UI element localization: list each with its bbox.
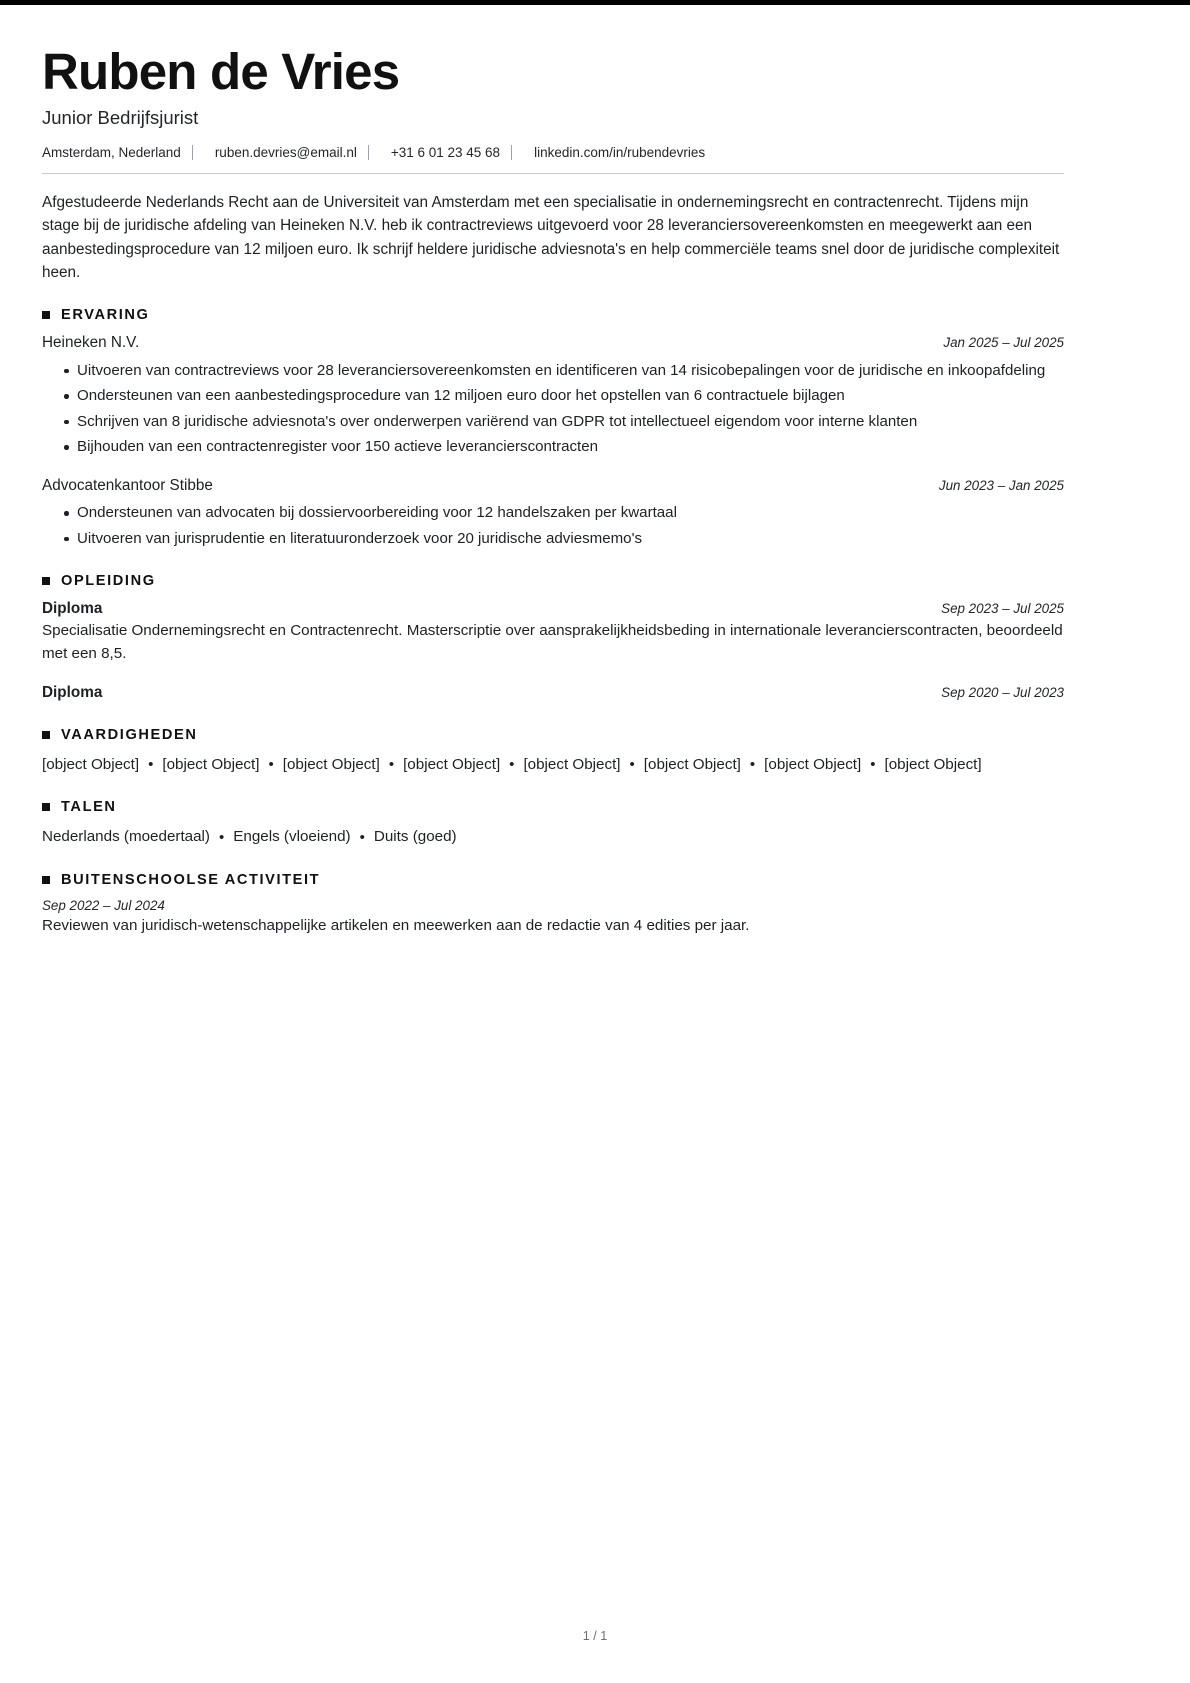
separator-dot-icon: • [148, 755, 154, 773]
education-date-range: Sep 2023 – Jul 2025 [941, 600, 1064, 616]
contact-email[interactable]: ruben.devries@email.nl [214, 145, 357, 161]
skill-item: [object Object] [643, 755, 741, 773]
list-item: Uitvoeren van jurisprudentie en literatuuronderzoek voor 20 juridische adviesmemo's [42, 528, 1064, 550]
contact-bar [42, 145, 1064, 174]
section-heading-experience [42, 307, 1064, 323]
education-entry-header [42, 599, 1064, 620]
separator-dot-icon: • [268, 755, 274, 773]
list-item: Schrijven van 8 juridische adviesnota's over onderwerpen variërend van GDPR tot intellectueel eigendom voor interne klanten [42, 411, 1064, 433]
square-bullet-icon [42, 876, 50, 884]
candidate-headline: Junior Bedrijfsjurist [42, 107, 199, 129]
section-heading-skills [42, 727, 1064, 743]
section-title-text: VAARDIGHEDEN [61, 726, 198, 743]
education-entry [42, 683, 1064, 704]
separator-dot-icon: • [359, 828, 365, 846]
section-title-text: TALEN [61, 799, 117, 816]
language-item: Duits (goed) [373, 828, 457, 846]
experience-bullet-list [42, 360, 1064, 459]
language-item: Engels (vloeiend) [233, 828, 351, 846]
section-heading-education [42, 573, 1064, 589]
section-skills [42, 727, 1064, 777]
contact-divider [511, 145, 512, 160]
experience-entry-header [42, 333, 1064, 354]
language-item: Nederlands (moedertaal) [42, 828, 210, 846]
contact-divider [368, 145, 369, 160]
extracurricular-date-range: Sep 2022 – Jul 2024 [42, 897, 165, 913]
contact-divider [192, 145, 193, 160]
square-bullet-icon [42, 577, 50, 585]
experience-date-range: Jun 2023 – Jan 2025 [938, 477, 1064, 493]
list-item: Bijhouden van een contractenregister voor 150 actieve leverancierscontracten [42, 436, 1064, 458]
skill-item: [object Object] [523, 755, 621, 773]
extracurricular-description: Reviewen van juridisch-wetenschappelijke artikelen en meewerken aan de redactie van 4 edities per jaar. [42, 916, 750, 934]
resume-content [0, 5, 1190, 938]
section-extracurricular [42, 872, 1064, 938]
list-item: Ondersteunen van advocaten bij dossiervoorbereiding voor 12 handelszaken per kwartaal [42, 502, 1064, 524]
professional-summary: Afgestudeerde Nederlands Recht aan de Universiteit van Amsterdam met een specialisatie in ondernemingsrecht en contractenrecht. Tijdens mijn stage bij de juridische afdeling van Heineken N.V. heb ik contractreviews uitgevoerd voor 28 leveranciersovereenkomsten en meegewerkt aan een aanbestedingsprocedure van 12 miljoen euro. Ik schrijf heldere juridische adviesnota's en help commerciële teams snel door de juridische complexiteit heen. [42, 194, 1060, 281]
section-title-text: BUITENSCHOOLSE ACTIVITEIT [61, 871, 321, 888]
section-title-text: OPLEIDING [61, 572, 156, 589]
separator-dot-icon: • [629, 755, 635, 773]
experience-organization: Heineken N.V. [42, 334, 140, 352]
separator-dot-icon: • [219, 828, 225, 846]
skill-item: [object Object] [162, 755, 260, 773]
skill-item: [object Object] [884, 755, 982, 773]
experience-entry-header [42, 476, 1064, 497]
contact-location: Amsterdam, Nederland [42, 145, 181, 161]
skills-list [42, 753, 1064, 777]
section-experience [42, 307, 1064, 549]
education-degree: Diploma [42, 599, 103, 617]
section-languages [42, 799, 1064, 849]
square-bullet-icon [42, 311, 50, 319]
list-item: Ondersteunen van een aanbestedingsprocedure van 12 miljoen euro door het opstellen van 6 contractuele bijlagen [42, 385, 1064, 407]
languages-list [42, 825, 1064, 849]
section-education [42, 573, 1064, 704]
section-heading-languages [42, 799, 1064, 815]
skill-item: [object Object] [282, 755, 380, 773]
page-indicator: 1 / 1 [582, 1629, 608, 1643]
experience-date-range: Jan 2025 – Jul 2025 [943, 335, 1064, 351]
skill-item: [object Object] [42, 755, 140, 773]
list-item: Uitvoeren van contractreviews voor 28 leveranciersovereenkomsten en identificeren van 14 risicobepalingen voor de juridische en inkoopafdeling [42, 360, 1064, 382]
experience-entry [42, 476, 1064, 550]
education-description: Specialisatie Ondernemingsrecht en Contractenrecht. Masterscriptie over aansprakelijkheidsbeding in internationale leverancierscontracten, beoordeeld met een 8,5. [42, 622, 1063, 663]
separator-dot-icon: • [509, 755, 515, 773]
separator-dot-icon: • [870, 755, 876, 773]
candidate-name: Ruben de Vries [42, 43, 400, 100]
skill-item: [object Object] [764, 755, 862, 773]
contact-linkedin[interactable]: linkedin.com/in/rubendevries [534, 145, 706, 161]
education-entry [42, 599, 1064, 666]
page-footer [0, 1629, 1190, 1643]
experience-entry [42, 333, 1064, 458]
section-title-text: ERVARING [61, 307, 150, 324]
section-heading-extracurricular [42, 872, 1064, 888]
skill-item: [object Object] [403, 755, 501, 773]
square-bullet-icon [42, 803, 50, 811]
education-degree: Diploma [42, 683, 103, 701]
experience-bullet-list [42, 502, 1064, 550]
experience-organization: Advocatenkantoor Stibbe [42, 476, 213, 494]
contact-phone[interactable]: +31 6 01 23 45 68 [390, 145, 501, 161]
education-date-range: Sep 2020 – Jul 2023 [941, 684, 1064, 700]
separator-dot-icon: • [388, 755, 395, 773]
square-bullet-icon [42, 731, 50, 739]
education-entry-header [42, 683, 1064, 704]
separator-dot-icon: • [749, 755, 756, 773]
